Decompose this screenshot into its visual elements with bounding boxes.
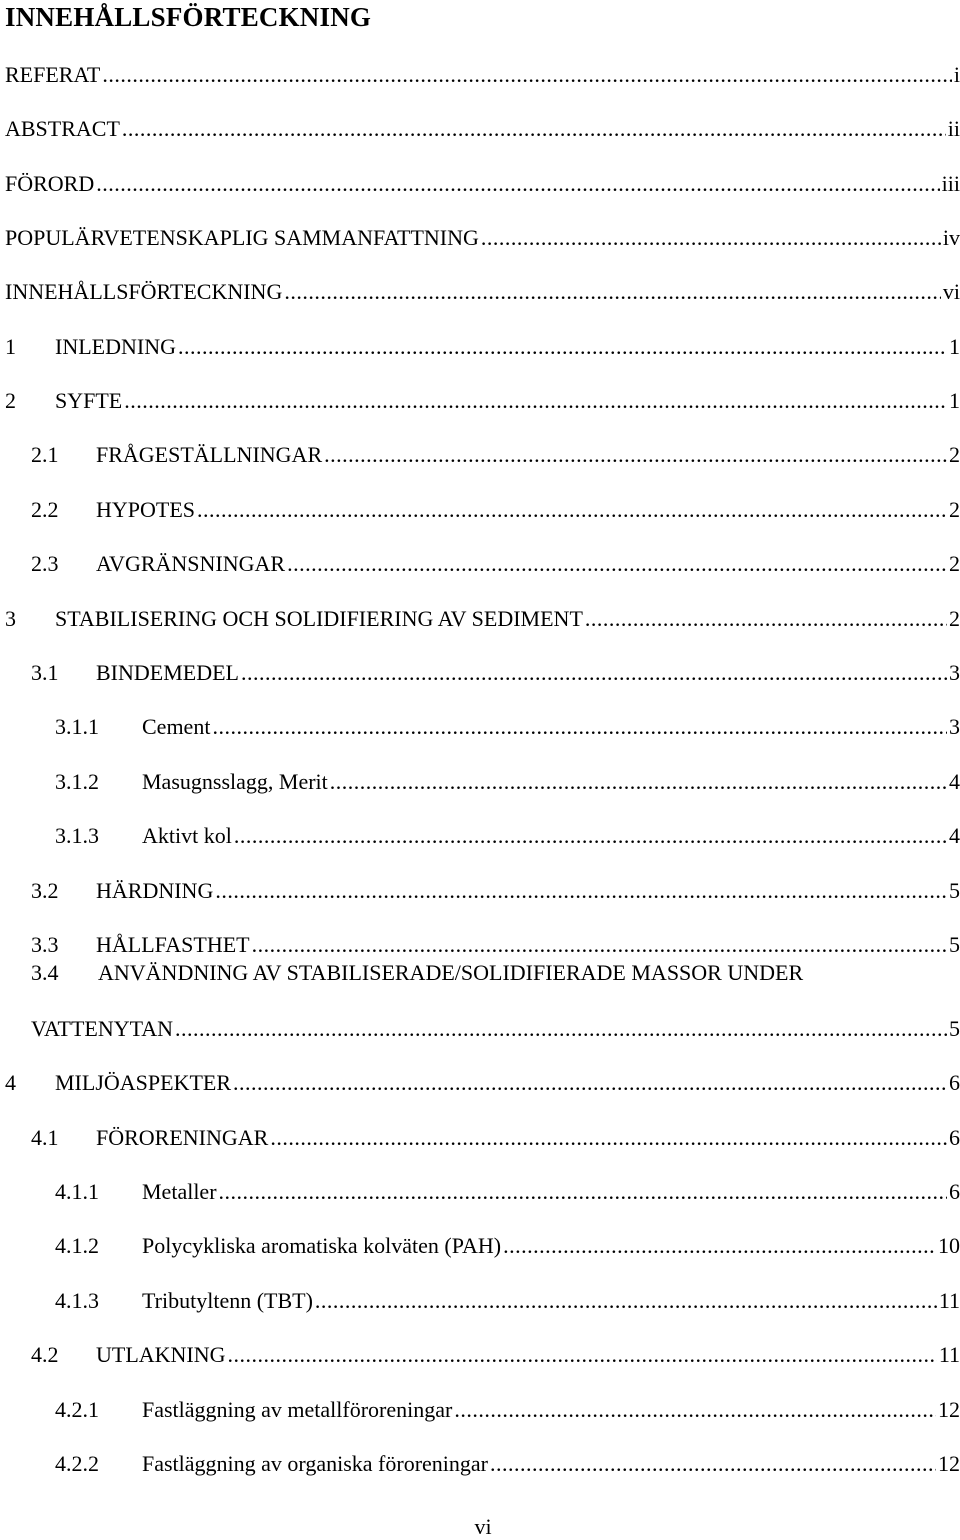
toc-entry-number: 3.4 xyxy=(31,960,59,985)
dot-leader xyxy=(219,1178,947,1205)
page-title: INNEHÅLLSFÖRTECKNING xyxy=(5,2,372,32)
toc-entry-3-1-3[interactable] xyxy=(55,822,960,849)
toc-entry-number: 1 xyxy=(5,334,16,359)
dot-leader xyxy=(252,931,947,958)
dot-leader xyxy=(241,659,947,686)
dot-leader xyxy=(490,1450,936,1477)
toc-entry-2-1[interactable] xyxy=(31,441,960,468)
toc-entry-text: MILJÖASPEKTER xyxy=(55,1070,232,1095)
toc-entry-page: 4 xyxy=(949,769,960,794)
toc-entry-text-continued: VATTENYTAN xyxy=(31,1016,174,1041)
toc-entry-number: 4.2 xyxy=(31,1342,59,1367)
toc-entry-text: Fastläggning av organiska föroreningar xyxy=(142,1451,489,1476)
toc-entry-number: 4.1.2 xyxy=(55,1233,99,1258)
toc-entry-text: ANVÄNDNING AV STABILISERADE/SOLIDIFIERADE MASSOR UNDER xyxy=(98,960,804,985)
dot-leader xyxy=(481,224,941,251)
toc-entry-number: 3 xyxy=(5,606,16,631)
toc-entry-page: 1 xyxy=(949,334,960,359)
toc-entry-page: ii xyxy=(947,116,960,141)
toc-entry-page: 3 xyxy=(949,714,960,739)
dot-leader xyxy=(454,1396,936,1423)
toc-entry-3[interactable] xyxy=(5,605,960,632)
toc-entry-text: UTLAKNING xyxy=(96,1342,226,1367)
dot-leader xyxy=(215,877,947,904)
toc-entry-text: Cement xyxy=(142,714,211,739)
toc-entry-page: 1 xyxy=(949,388,960,413)
toc-entry-innehallsforteckning[interactable] xyxy=(5,278,960,305)
toc-entry-number: 3.1.3 xyxy=(55,823,99,848)
toc-entry-page: 2 xyxy=(949,497,960,522)
page-number: vi xyxy=(474,1514,492,1539)
toc-entry-number: 3.2 xyxy=(31,878,59,903)
toc-entry-abstract[interactable] xyxy=(5,115,960,142)
toc-entry-2[interactable] xyxy=(5,387,960,414)
toc-entry-page: 12 xyxy=(938,1451,960,1476)
dot-leader xyxy=(228,1341,937,1368)
toc-entry-page: 4 xyxy=(949,823,960,848)
toc-entry-3-2[interactable] xyxy=(31,877,960,904)
dot-leader xyxy=(233,1069,947,1096)
toc-entry-popularvetenskaplig[interactable] xyxy=(5,224,960,251)
toc-entry-number: 3.1.2 xyxy=(55,769,99,794)
toc-entry-2-3[interactable] xyxy=(31,550,960,577)
toc-entry-number: 4.1.1 xyxy=(55,1179,99,1204)
toc-entry-3-1[interactable] xyxy=(31,659,960,686)
toc-entry-text: BINDEMEDEL xyxy=(96,660,239,685)
dot-leader xyxy=(330,768,947,795)
toc-entry-page: 6 xyxy=(949,1125,960,1150)
toc-entry-number: 2 xyxy=(5,388,16,413)
toc-entry-number: 3.1.1 xyxy=(55,714,99,739)
dot-leader xyxy=(270,1124,947,1151)
toc-entry-page: 3 xyxy=(949,660,960,685)
toc-entry-page: i xyxy=(953,62,960,87)
toc-entry-number: 4.2.2 xyxy=(55,1451,99,1476)
toc-entry-text: Metaller xyxy=(142,1179,217,1204)
toc-entry-number: 4 xyxy=(5,1070,16,1095)
dot-leader xyxy=(122,115,946,142)
toc-entry-forord[interactable] xyxy=(5,170,960,197)
toc-entry-text: AVGRÄNSNINGAR xyxy=(96,551,286,576)
toc-entry-4-1-3[interactable] xyxy=(55,1287,960,1314)
toc-entry-number: 2.3 xyxy=(31,551,59,576)
dot-leader xyxy=(212,713,947,740)
toc-entry-text: SYFTE xyxy=(55,388,123,413)
toc-entry-number: 4.1 xyxy=(31,1125,59,1150)
toc-entry-text: INLEDNING xyxy=(55,334,176,359)
dot-leader xyxy=(96,170,939,197)
toc-entry-text: Fastläggning av metallföroreningar xyxy=(142,1397,453,1422)
dot-leader xyxy=(178,333,947,360)
toc-entry-page: 5 xyxy=(949,878,960,903)
toc-entry-text: Masugnsslagg, Merit xyxy=(142,769,328,794)
toc-entry-number: 3.3 xyxy=(31,932,59,957)
toc-entry-number: 3.1 xyxy=(31,660,59,685)
dot-leader xyxy=(503,1232,936,1259)
toc-entry-2-2[interactable] xyxy=(31,496,960,523)
toc-entry-number: 2.1 xyxy=(31,442,59,467)
toc-entry-page: 6 xyxy=(949,1179,960,1204)
toc-entry-page: 11 xyxy=(938,1342,960,1367)
toc-entry-page: 11 xyxy=(938,1288,960,1313)
toc-entry-4[interactable] xyxy=(5,1069,960,1096)
dot-leader xyxy=(124,387,947,414)
toc-entry-3-4-second-line[interactable] xyxy=(31,1015,960,1042)
toc-entry-text: REFERAT xyxy=(5,62,101,87)
toc-entry-3-1-2[interactable] xyxy=(55,768,960,795)
toc-entry-page: 2 xyxy=(949,442,960,467)
dot-leader xyxy=(585,605,947,632)
toc-entry-3-1-1[interactable] xyxy=(55,713,960,740)
toc-entry-text: Polycykliska aromatiska kolväten (PAH) xyxy=(142,1233,502,1258)
dot-leader xyxy=(234,822,947,849)
toc-entry-text: STABILISERING OCH SOLIDIFIERING AV SEDIMENT xyxy=(55,606,583,631)
toc-entry-page: vi xyxy=(942,279,960,304)
toc-entry-4-1[interactable] xyxy=(31,1124,960,1151)
toc-entry-text: HYPOTES xyxy=(96,497,196,522)
dot-leader xyxy=(284,278,941,305)
toc-entry-page: 5 xyxy=(949,932,960,957)
toc-entry-text: ABSTRACT xyxy=(5,116,120,141)
toc-entry-text: INNEHÅLLSFÖRTECKNING xyxy=(5,279,283,304)
toc-entry-page: 6 xyxy=(949,1070,960,1095)
dot-leader xyxy=(197,496,947,523)
toc-entry-text: HÅLLFASTHET xyxy=(96,932,250,957)
dot-leader xyxy=(102,61,952,88)
toc-entry-4-1-2[interactable] xyxy=(55,1232,960,1259)
toc-entry-text: HÄRDNING xyxy=(96,878,214,903)
toc-entry-4-2-2[interactable] xyxy=(55,1450,960,1477)
toc-entry-page: 2 xyxy=(949,551,960,576)
toc-entry-referat[interactable] xyxy=(5,61,960,88)
toc-entry-number: 2.2 xyxy=(31,497,59,522)
toc-entry-3-4-first-line[interactable] xyxy=(31,959,803,986)
toc-entry-page: iii xyxy=(941,171,960,196)
toc-entry-text: Tributyltenn (TBT) xyxy=(142,1288,313,1313)
toc-entry-number: 4.2.1 xyxy=(55,1397,99,1422)
toc-entry-text: POPULÄRVETENSKAPLIG SAMMANFATTNING xyxy=(5,225,479,250)
toc-entry-page: iv xyxy=(942,225,960,250)
dot-leader xyxy=(315,1287,937,1314)
toc-entry-text: FÖRORENINGAR xyxy=(96,1125,269,1150)
toc-entry-text: Aktivt kol xyxy=(142,823,232,848)
dot-leader xyxy=(324,441,947,468)
dot-leader xyxy=(175,1015,947,1042)
toc-entry-4-1-1[interactable] xyxy=(55,1178,960,1205)
toc-entry-page: 2 xyxy=(949,606,960,631)
toc-entry-page: 5 xyxy=(949,1016,960,1041)
toc-entry-3-3[interactable] xyxy=(31,931,960,958)
toc-entry-4-2-1[interactable] xyxy=(55,1396,960,1423)
toc-entry-number: 4.1.3 xyxy=(55,1288,99,1313)
toc-entry-1[interactable] xyxy=(5,333,960,360)
toc-entry-4-2[interactable] xyxy=(31,1341,960,1368)
toc-entry-text: FRÅGESTÄLLNINGAR xyxy=(96,442,323,467)
toc-entry-text: FÖRORD xyxy=(5,171,95,196)
dot-leader xyxy=(287,550,947,577)
toc-entry-page: 12 xyxy=(938,1397,960,1422)
toc-entry-page: 10 xyxy=(938,1233,960,1258)
